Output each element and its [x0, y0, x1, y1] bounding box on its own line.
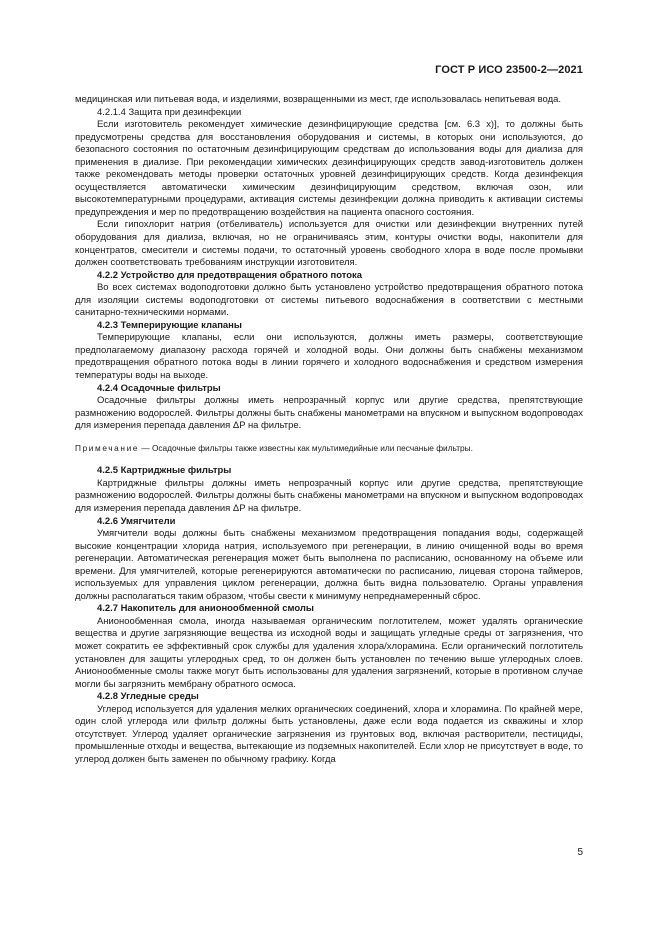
section-426-paragraph: Умягчители воды должны быть снабжены механизмом предотвращения попадания воды, содержащей высокие концентрации хлорида натрия, используемого при регенерации, в линию очищенной воды во время регенерации. Автоматическая регенерация может быть выполнена по расписанию, основанному на объеме или времени. Для умягчителей, которые регенерируются автоматически по расписанию, лицевая сторона таймеров, используемых для управления циклом регенерации, должна быть видна пользователю. Органы управления должны располагаться таким образом, чтобы свести к минимуму непреднамеренный сброс. — [75, 528, 583, 602]
section-422-heading: 4.2.2 Устройство для предотвращения обратного потока — [97, 269, 363, 281]
page-body — [75, 94, 583, 766]
section-424-heading: 4.2.4 Осадочные фильтры — [97, 382, 221, 394]
section-424-paragraph: Осадочные фильтры должны иметь непрозрачный корпус или другие средства, препятствующие размножению водорослей. Фильтры должны быть снабжены манометрами на впускном и выпускном водопроводах для измерения перепада давления ΔP на фильтре. — [75, 395, 583, 432]
section-427-paragraph: Анионообменная смола, иногда называемая органическим поглотителем, может удалять органические вещества и другие загрязняющие вещества из исходной воды и защищать угледные среды от загрязнения, что может сократить ее эффективный срок службы для удаления хлора/хлорамина. Если органический поглотитель установлен для защиты углеродных сред, то он должен быть установлен по течению выше углеродных слоев. Анионообменные смолы также могут быть использованы для удаления загрязнений, которые в противном случае могли бы загрязнить мембрану обратного осмоса. — [75, 615, 583, 690]
section-4214-paragraph-2: Если гипохлорит натрия (отбеливатель) используется для очистки или дезинфекции внутренних путей оборудования для диализа, включая, но не ограничиваясь этим, контуры очистки воды, накопители для концентратов, смесители и системы подачи, то остаточный уровень свободного хлора в воде после промывки должен соответствовать требованиям инструкции изготовителя. — [75, 219, 583, 269]
section-422-paragraph: Во всех системах водоподготовки должно быть установлено устройство предотвращения обратного потока для изоляции системы водоподготовки от системы питьевого водоснабжения в соответствии с местными санитарно-техническими нормами. — [75, 282, 583, 319]
page-number: 5 — [577, 847, 583, 858]
section-423-heading: 4.2.3 Темперирующие клапаны — [97, 319, 242, 331]
document-id: ГОСТ Р ИСО 23500-2—2021 — [435, 64, 583, 76]
section-4214-paragraph-1: Если изготовитель рекомендует химические дезинфицирующие средства [см. 6.3 x)], то должны быть предусмотрены средства для восстановления оборудования и системы, в которых они используются, до безопасного состояния по остаточным дезинфицирующим средствам до использования воды для диализа для применения в диализе. При рекомендации химических дезинфицирующих средств завод-изготовитель должен также рекомендовать методы проверки остаточных уровней дезинфицирующих средств. Когда дезинфекция осуществляется автоматически химическим дезинфицирующим средством, включая озон, или высокотемпературными процедурами, активация системы дезинфекции должна приводить к активации системы предупреждения и мер по предотвращению воздействия на пациента опасного состояния. — [75, 119, 583, 218]
section-425-heading: 4.2.5 Картриджные фильтры — [97, 465, 232, 477]
section-4214-heading: 4.2.1.4 Защита при дезинфекции — [97, 106, 242, 118]
section-427-heading: 4.2.7 Накопитель для анионообменной смолы — [97, 603, 314, 615]
note-label: Примечание — [75, 442, 140, 453]
note-text: — Осадочные фильтры также известны как мультимедийные или песчаные фильтры. — [139, 442, 473, 453]
note — [75, 442, 583, 455]
section-426-heading: 4.2.6 Умягчители — [97, 515, 176, 527]
section-428-heading: 4.2.8 Угледные среды — [97, 691, 199, 703]
section-423-paragraph: Темперирующие клапаны, если они используются, должны иметь размеры, соответствующие предполагаемому диапазону расхода горячей и холодной воды. Они должны быть снабжены механизмом предотвращения обратного потока воды в линии горячего и холодного водоснабжения и средством измерения температуры воды на выходе. — [75, 332, 583, 382]
section-425-paragraph: Картриджные фильтры должны иметь непрозрачный корпус или другие средства, препятствующие размножению водорослей. Фильтры должны быть снабжены манометрами на впускном и выпускном водопроводах для измерения перепада давления ΔP на фильтре. — [75, 477, 583, 514]
section-428-paragraph: Углерод используется для удаления мелких органических соединений, хлора и хлорамина. По крайней мере, один слой углерода или фильтр должны быть установлены, даже если вода подается из скважины и хлор отсутствует. Углерод удаляет органические загрязнения из грунтовых вод, включая растворители, пестициды, промышленные отходы и вещества, вытекающие из подземных накопителей. Если хлор не присутствует в воде, то углерод должен быть заменен по обычному графику. Когда — [75, 703, 583, 765]
intro-paragraph: медицинская или питьевая вода, и изделиями, возвращенными из мест, где использовалась непитьевая вода. — [75, 94, 561, 105]
